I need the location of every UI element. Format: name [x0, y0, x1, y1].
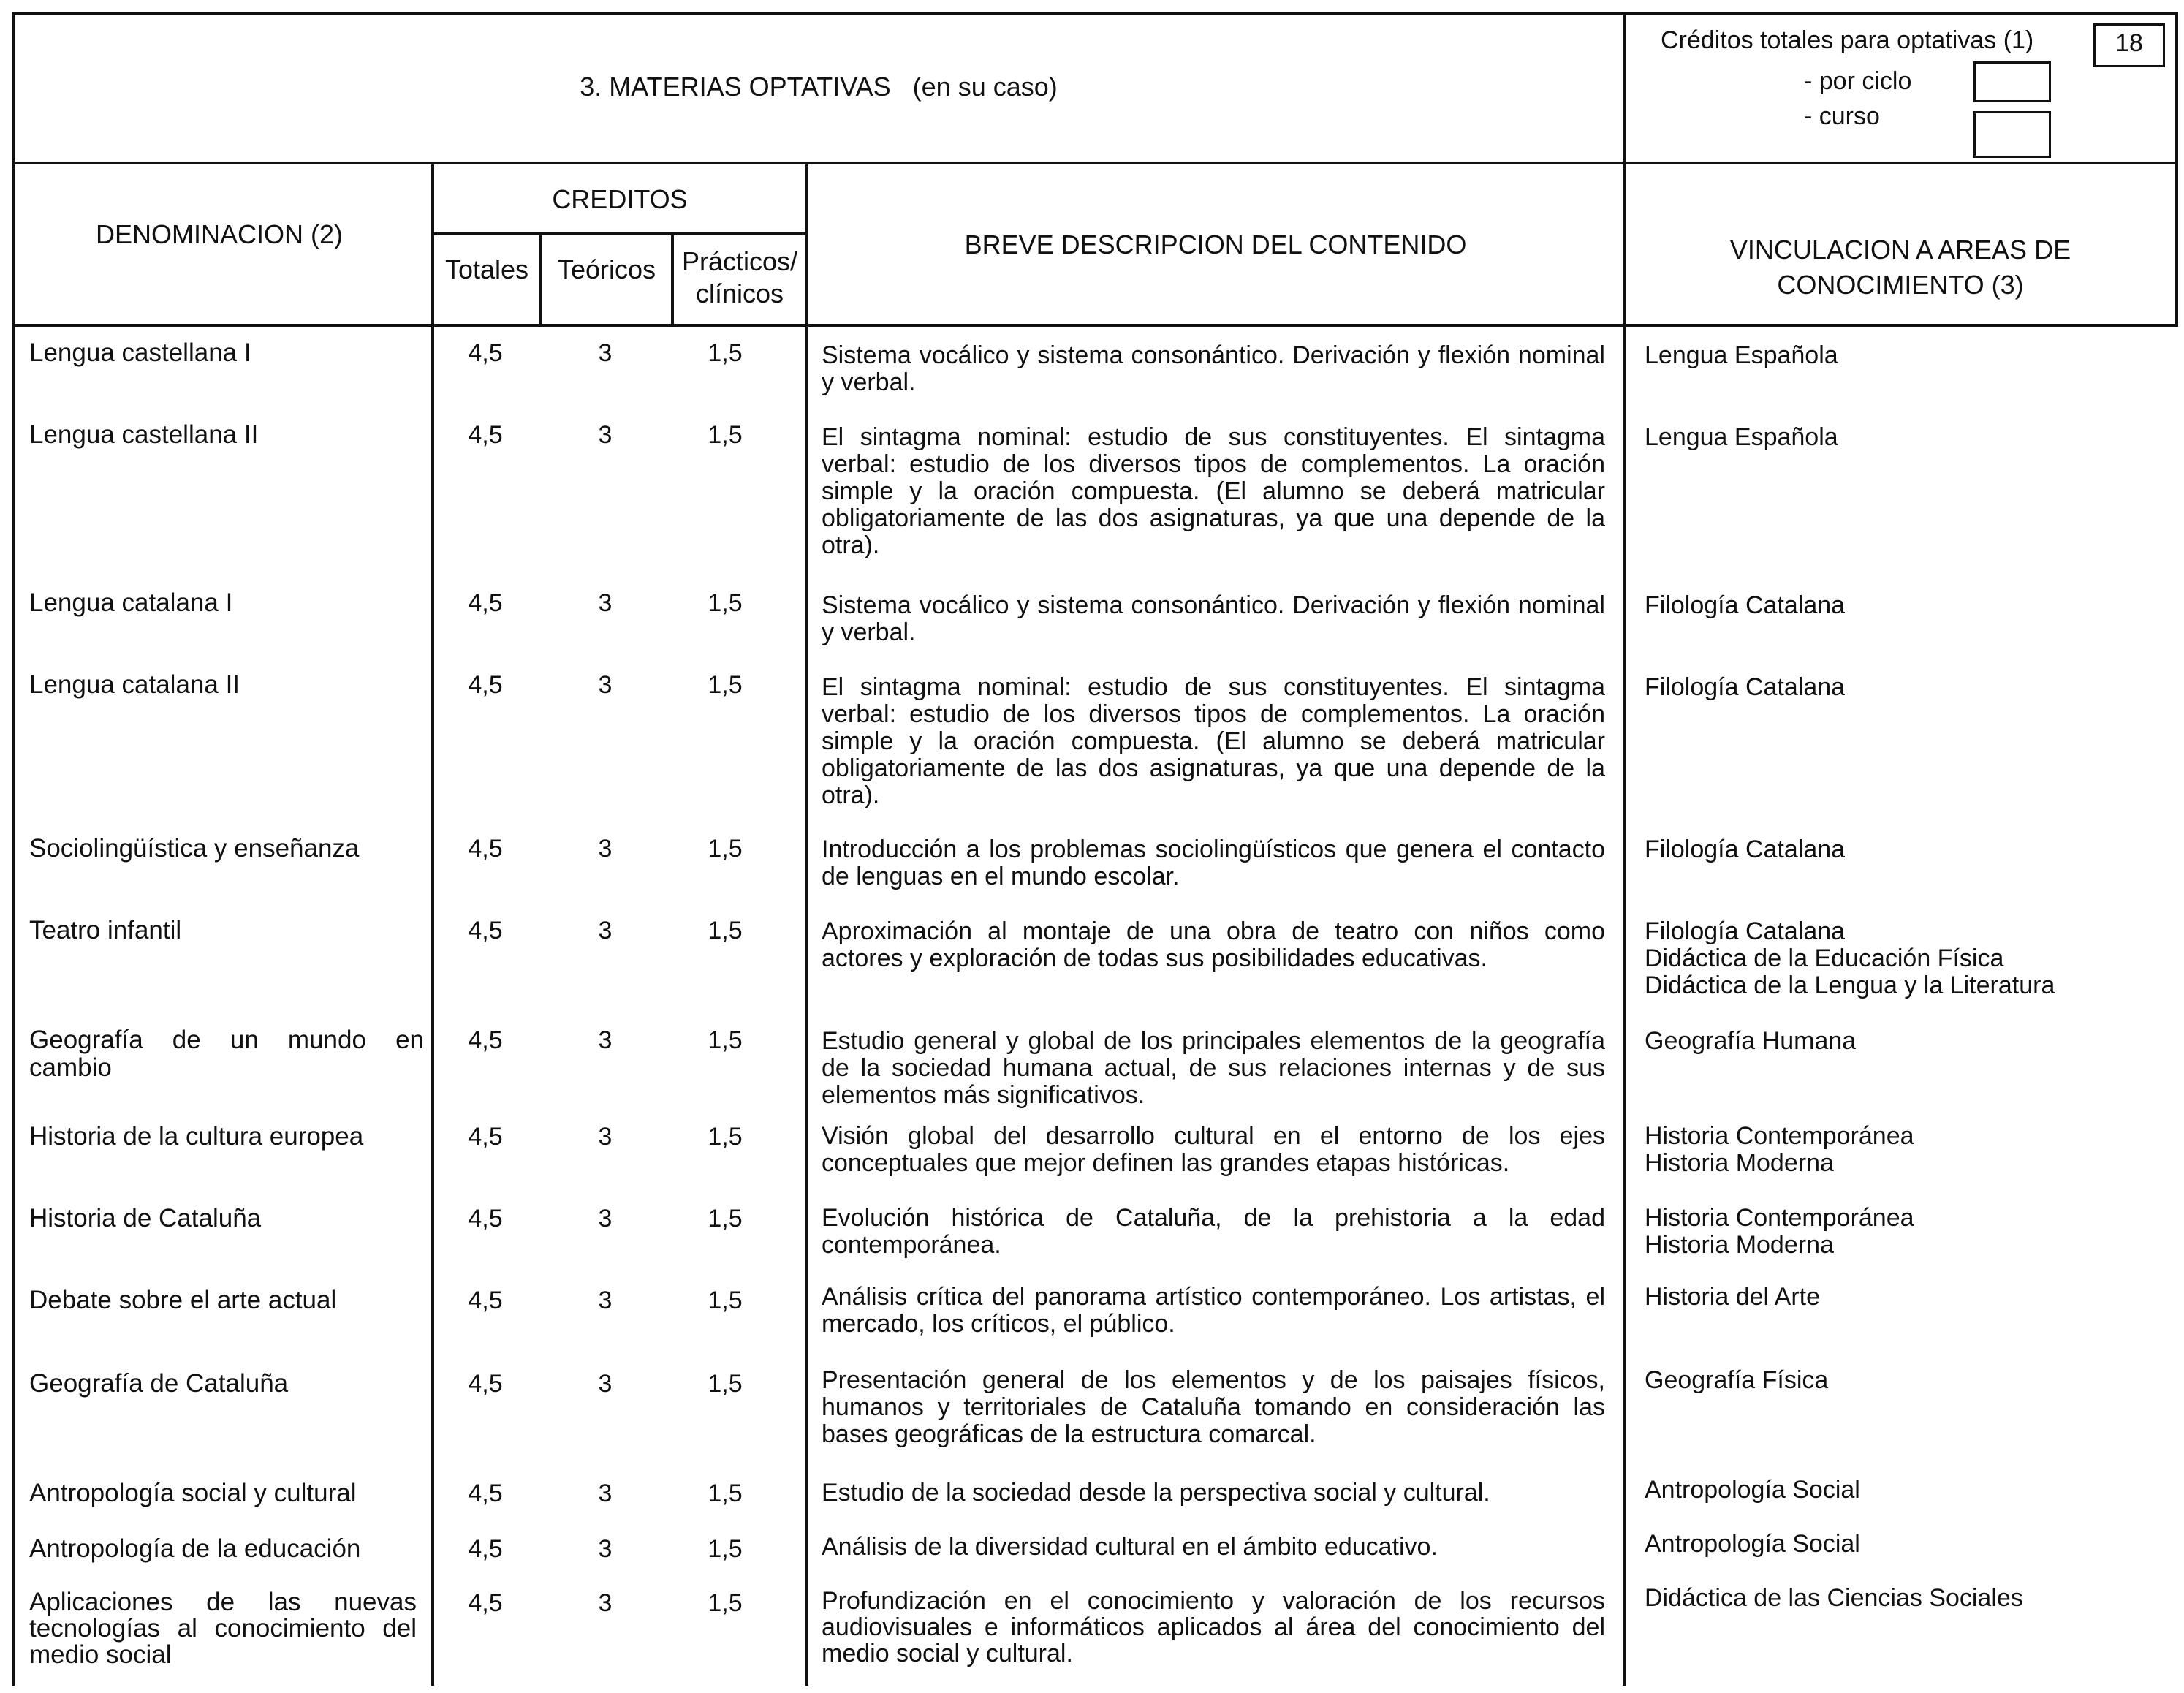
theory-credits: 3	[598, 1026, 613, 1054]
section-heading	[29, 72, 1608, 102]
credits-subheader-rule	[431, 232, 805, 235]
area-name: Didáctica de las Ciencias Sociales	[1645, 1584, 2023, 1612]
total-credits: 4,5	[468, 1287, 503, 1314]
practice-credits: 1,5	[708, 421, 743, 449]
per-cycle-label: - por ciclo	[1804, 67, 1912, 95]
subject-name: Lengua catalana I	[29, 588, 233, 617]
areas-header	[1626, 232, 2175, 303]
knowledge-area	[1645, 424, 2171, 451]
content-description: El sintagma nominal: estudio de sus constituyentes. El sintagma verbal: estudio de los diversos tipos de complementos. La oración simple y la oración compuesta. (El alumno se deberá matricular obligatoriamente de las dos asignaturas, ya que una depende de la otra).	[822, 673, 1605, 809]
subject-name: Lengua castellana I	[29, 338, 251, 367]
area-name: Filología Catalana	[1645, 836, 1846, 863]
knowledge-area	[1645, 1367, 2171, 1394]
knowledge-areas	[1645, 1205, 2171, 1259]
totals-header: Totales	[444, 254, 529, 284]
total-credits: 4,5	[468, 339, 503, 367]
area-name: Didáctica de la Educación Física	[1645, 944, 2004, 972]
practice-header-line1: Prácticos/	[681, 246, 798, 276]
knowledge-area	[1645, 1028, 2171, 1055]
theory-credits: 3	[598, 1205, 613, 1232]
practice-credits: 1,5	[708, 1205, 743, 1232]
theory-credits: 3	[598, 917, 613, 944]
section-title: 3. MATERIAS OPTATIVAS	[580, 72, 891, 102]
subject-name: Antropología de la educación	[29, 1534, 361, 1563]
area-name: Historia Contemporánea	[1645, 1204, 1914, 1232]
theory-credits: 3	[598, 339, 613, 367]
subject-name: Sociolingüística y enseñanza	[29, 834, 360, 863]
column-header-bottom-border	[12, 324, 2178, 327]
content-description: Evolución histórica de Cataluña, de la prehistoria a la edad contemporánea.	[822, 1204, 1605, 1259]
area-name: Historia Contemporánea	[1645, 1122, 1914, 1150]
theory-credits: 3	[598, 1535, 613, 1563]
right-border	[2175, 12, 2178, 326]
content-description: Estudio de la sociedad desde la perspectiva social y cultural.	[822, 1479, 1490, 1507]
theory-credits: 3	[598, 1480, 613, 1507]
per-cycle-box	[1973, 61, 2051, 102]
subject-name: Geografía de Cataluña	[29, 1369, 289, 1398]
total-credits: 4,5	[468, 1370, 503, 1398]
subject-name: Aplicaciones de las nuevas tecnologías al conocimiento del medio social	[29, 1588, 417, 1669]
total-credits: 4,5	[468, 1123, 503, 1151]
credits-header: CREDITOS	[552, 184, 688, 214]
areas-header-line1: VINCULACION A AREAS DE	[1729, 235, 2071, 265]
area-name: Lengua Española	[1645, 341, 1838, 369]
total-credits: 4,5	[468, 1205, 503, 1232]
total-credits: 4,5	[468, 1026, 503, 1054]
practice-credits: 1,5	[708, 1589, 743, 1617]
practice-credits: 1,5	[708, 339, 743, 367]
practice-credits: 1,5	[708, 1123, 743, 1151]
practice-credits: 1,5	[708, 835, 743, 863]
subject-name: Historia de Cataluña	[29, 1204, 262, 1232]
theory-credits: 3	[598, 589, 613, 617]
total-credits: 4,5	[468, 835, 503, 863]
total-credits: 4,5	[468, 1535, 503, 1563]
description-header: BREVE DESCRIPCION DEL CONTENIDO	[964, 230, 1467, 260]
content-description: Introducción a los problemas sociolingüísticos que genera el contacto de lenguas en el mundo escolar.	[822, 836, 1605, 890]
area-name: Geografía Humana	[1645, 1027, 1857, 1055]
area-name: Lengua Española	[1645, 423, 1838, 451]
knowledge-area	[1645, 674, 2171, 701]
knowledge-areas	[1645, 1123, 2171, 1177]
per-course-label: - curso	[1804, 102, 1880, 130]
areas-header-line2: CONOCIMIENTO (3)	[1777, 270, 2024, 300]
subject-name: Debate sobre el arte actual	[29, 1286, 337, 1314]
denomination-header: DENOMINACION (2)	[95, 219, 343, 249]
subject-name: Lengua catalana II	[29, 670, 240, 699]
knowledge-areas	[1645, 918, 2171, 999]
practice-credits: 1,5	[708, 1535, 743, 1563]
practice-credits: 1,5	[708, 1026, 743, 1054]
total-credits: 4,5	[468, 671, 503, 699]
theory-credits: 3	[598, 1123, 613, 1151]
theory-credits: 3	[598, 1287, 613, 1314]
content-description: Presentación general de los elementos y de los paisajes físicos, humanos y territoriales de Cataluña tomando en consideración las bases geográficas de la estructura comarcal.	[822, 1366, 1605, 1448]
practice-credits: 1,5	[708, 1287, 743, 1314]
content-description: Sistema vocálico y sistema consonántico. Derivación y flexión nominal y verbal.	[822, 341, 1605, 396]
total-credits: 4,5	[468, 421, 503, 449]
area-name: Historia del Arte	[1645, 1283, 1820, 1311]
practice-credits: 1,5	[708, 1480, 743, 1507]
content-description: Análisis de la diversidad cultural en el ámbito educativo.	[822, 1533, 1438, 1561]
credits-divider	[805, 162, 808, 1686]
subject-name: Antropología social y cultural	[29, 1479, 357, 1507]
content-description: Estudio general y global de los principales elementos de la geografía de la sociedad humana actual, de sus relaciones internas y de sus elementos más significativos.	[822, 1027, 1605, 1109]
theory-header: Teóricos	[557, 254, 656, 284]
subject-name: Lengua castellana II	[29, 420, 259, 449]
content-description: Sistema vocálico y sistema consonántico. Derivación y flexión nominal y verbal.	[822, 591, 1605, 646]
knowledge-area	[1645, 1477, 2171, 1504]
top-border	[12, 12, 2178, 15]
total-credits: 4,5	[468, 1480, 503, 1507]
section-note: (en su caso)	[912, 72, 1058, 102]
denomination-divider	[431, 162, 434, 1686]
theory-credits: 3	[598, 1589, 613, 1617]
subject-name: Geografía de un mundo en cambio	[29, 1026, 424, 1082]
per-course-box	[1973, 111, 2051, 158]
knowledge-area	[1645, 1585, 2171, 1612]
total-credits: 4,5	[468, 589, 503, 617]
practice-credits: 1,5	[708, 671, 743, 699]
area-name: Filología Catalana	[1645, 591, 1846, 619]
content-description: Profundización en el conocimiento y valoración de los recursos audiovisuales e informáticos aplicados al área del conocimiento del medio social y cultural.	[822, 1587, 1605, 1667]
area-name: Antropología Social	[1645, 1476, 1860, 1504]
subject-name: Historia de la cultura europea	[29, 1122, 364, 1151]
knowledge-area	[1645, 342, 2171, 369]
header-bottom-border	[12, 162, 2178, 164]
practice-credits: 1,5	[708, 1370, 743, 1398]
theory-credits: 3	[598, 835, 613, 863]
area-name: Antropología Social	[1645, 1530, 1860, 1558]
area-name: Geografía Física	[1645, 1366, 1829, 1394]
practice-credits: 1,5	[708, 589, 743, 617]
content-description: Visión global del desarrollo cultural en el entorno de los ejes conceptuales que mejor definen las grandes etapas históricas.	[822, 1122, 1605, 1177]
left-border	[12, 12, 15, 1686]
content-description: Aproximación al montaje de una obra de teatro con niños como actores y exploración de todas sus posibilidades educativas.	[822, 917, 1605, 972]
practice-header-line2: clínicos	[695, 279, 784, 308]
practice-credits: 1,5	[708, 917, 743, 944]
area-name: Didáctica de la Lengua y la Literatura	[1645, 972, 2055, 999]
theory-credits: 3	[598, 1370, 613, 1398]
theory-credits: 3	[598, 421, 613, 449]
total-credits-value: 18	[2115, 29, 2143, 57]
practice-header	[674, 246, 805, 310]
knowledge-area	[1645, 836, 2171, 863]
knowledge-area	[1645, 1284, 2171, 1311]
total-credits-label: Créditos totales para optativas (1)	[1661, 26, 2034, 54]
area-name: Filología Catalana	[1645, 917, 1846, 945]
subject-name: Teatro infantil	[29, 916, 182, 944]
area-name: Filología Catalana	[1645, 673, 1846, 701]
area-name: Historia Moderna	[1645, 1231, 1834, 1259]
total-credits: 4,5	[468, 1589, 503, 1617]
content-description: El sintagma nominal: estudio de sus constituyentes. El sintagma verbal: estudio de los diversos tipos de complementos. La oración simple y la oración compuesta. (El alumno se deberá matricular obligatoriamente de las dos asignaturas, ya que una depende de la otra).	[822, 423, 1605, 559]
area-name: Historia Moderna	[1645, 1149, 1834, 1177]
knowledge-area	[1645, 592, 2171, 619]
total-credits: 4,5	[468, 917, 503, 944]
theory-credits: 3	[598, 671, 613, 699]
content-description: Análisis crítica del panorama artístico contemporáneo. Los artistas, el mercado, los críticos, el público.	[822, 1283, 1605, 1338]
knowledge-area	[1645, 1531, 2171, 1558]
